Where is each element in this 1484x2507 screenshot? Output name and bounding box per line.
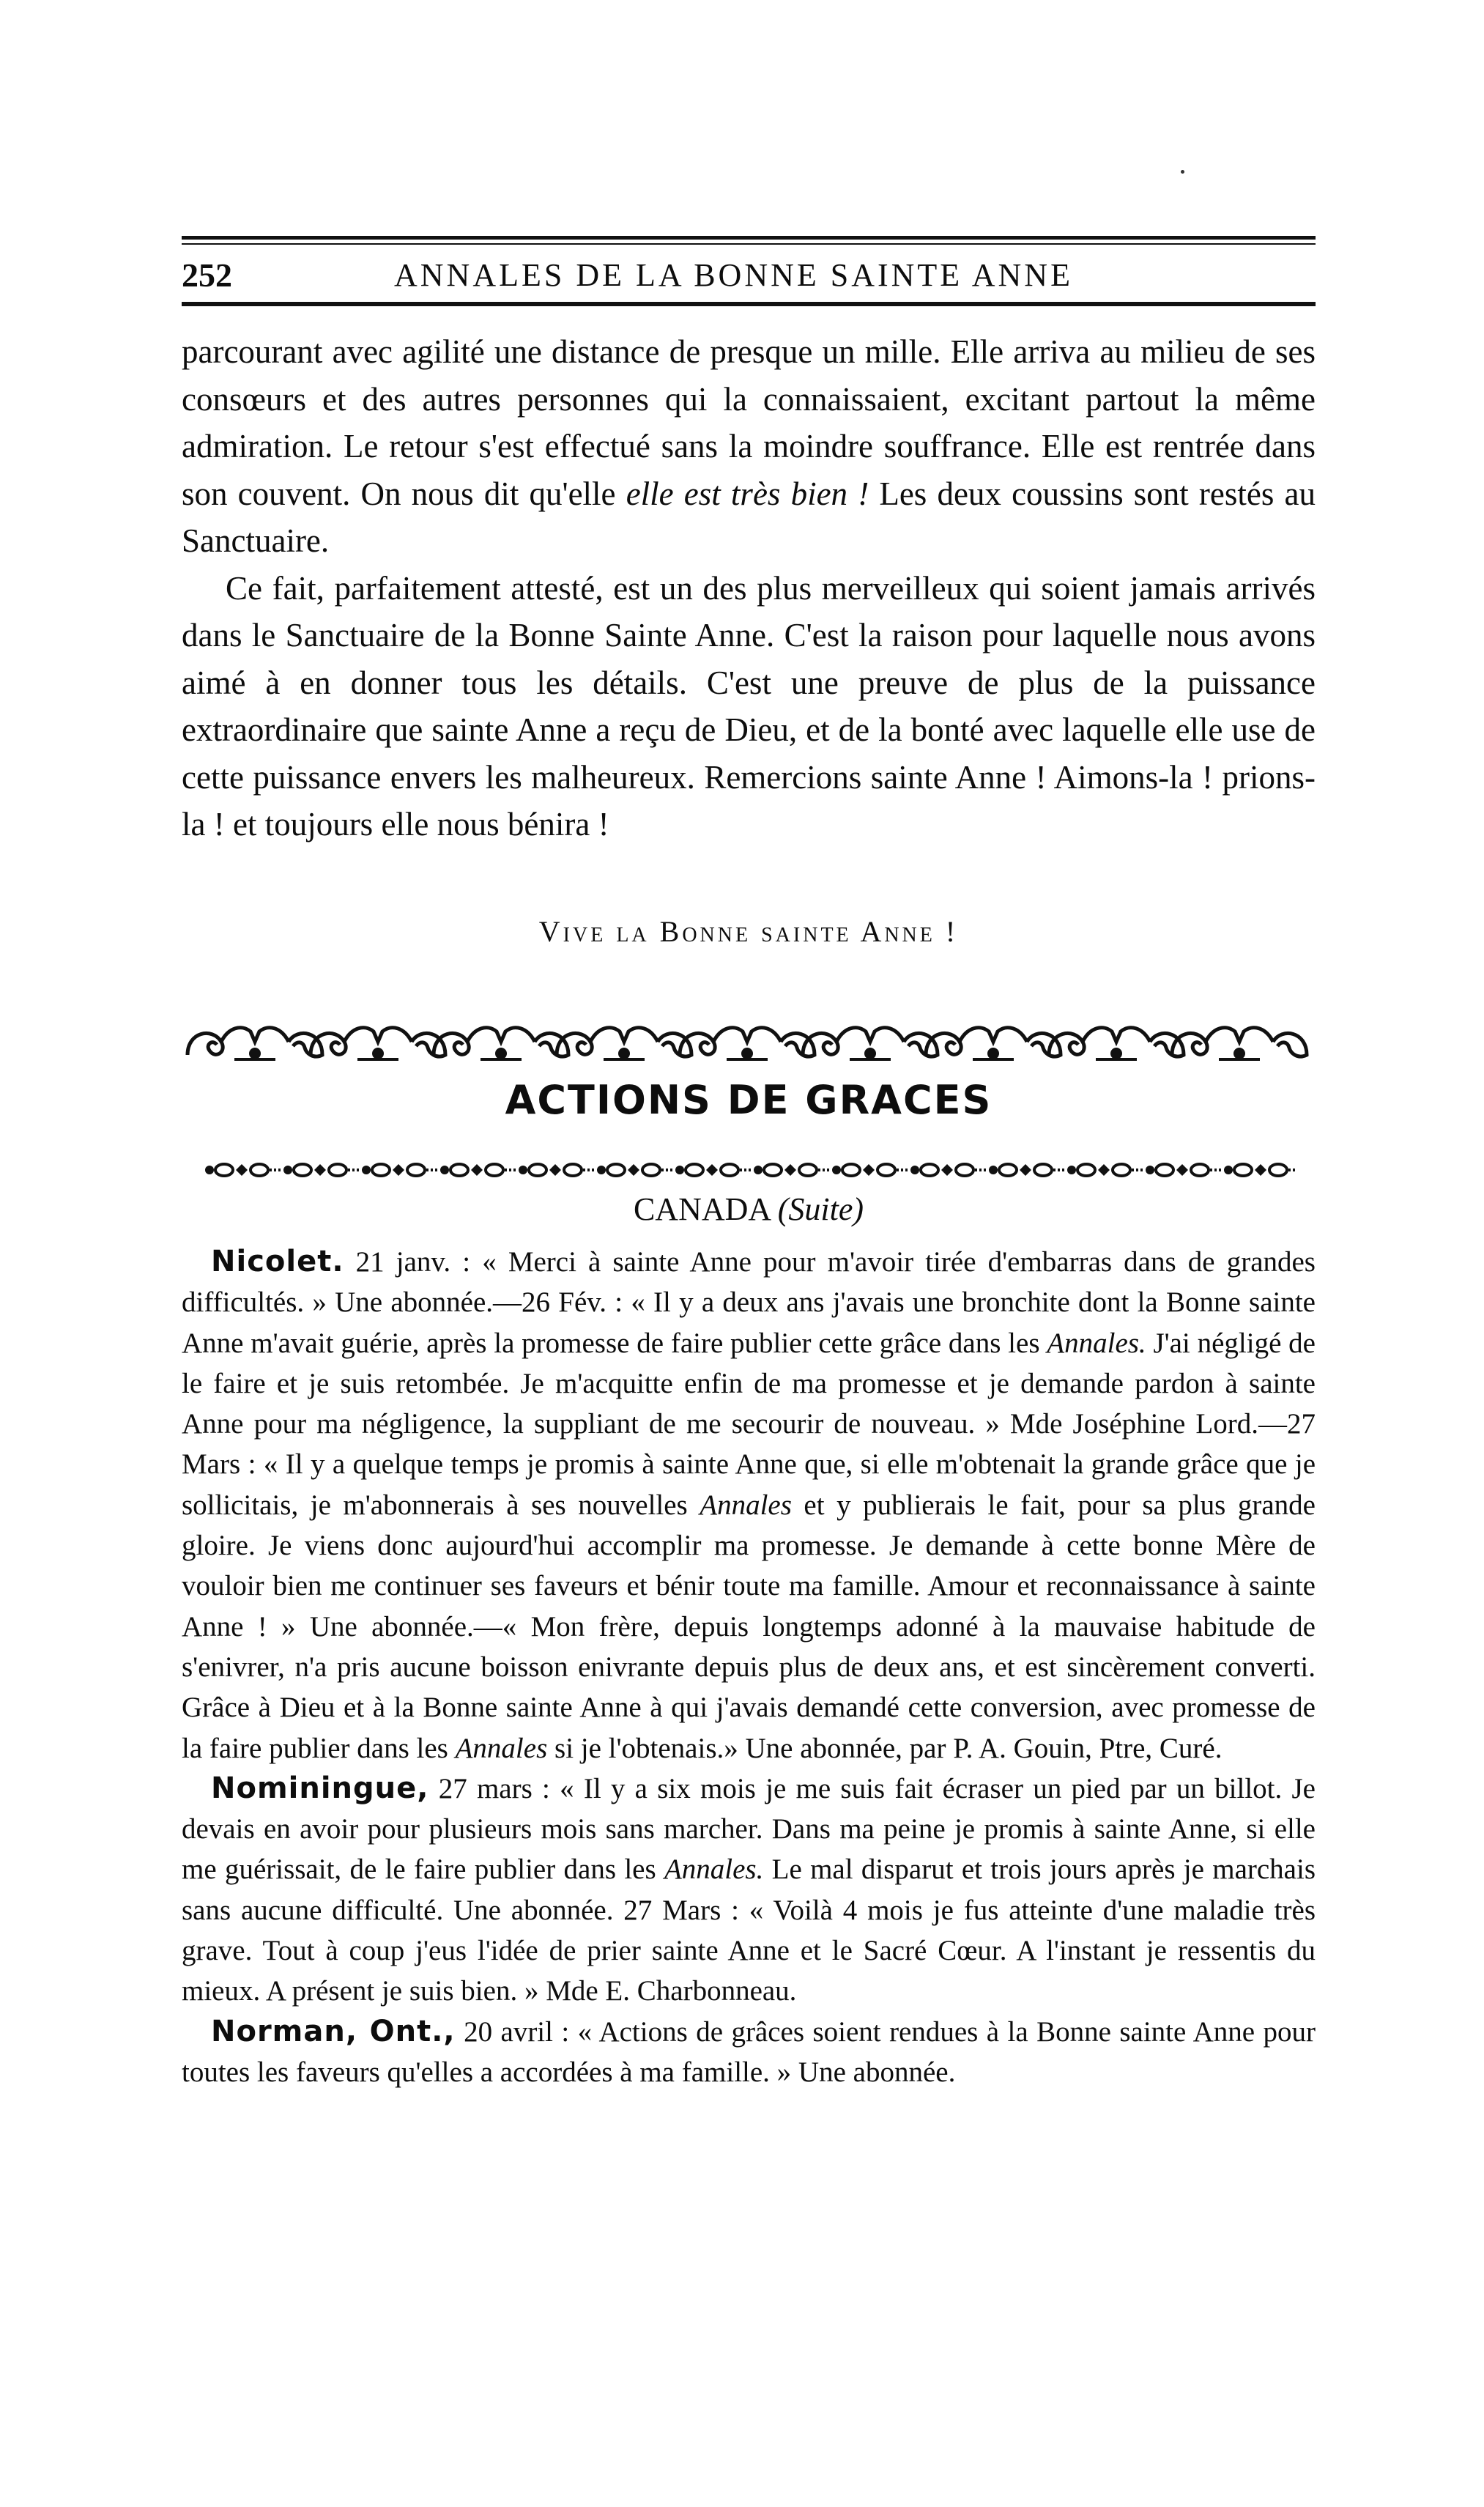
header-rule-bottom [182, 302, 1316, 306]
entry-italic: Annales [700, 1489, 792, 1521]
region-subheading [182, 1190, 1316, 1228]
decorative-scroll-band [183, 1017, 1314, 1070]
entry-nominingue [182, 1769, 1316, 2012]
entry-text: J'ai négligé de le faire et je suis retombée. Je m'acquitte enfin de ma promesse et je demande pardon à sainte Anne pour ma négligence, la suppliant de me secourir de nouveau. » Mde Joséphine Lord.—27 Mars : « Il y a quelque temps je promis à sainte Anne que, si elle m'obtenait la grande grâce que je sollicitais, je m'abonnerais à ses nouvelles [182, 1327, 1316, 1521]
entry-italic: Annales. [1047, 1327, 1146, 1359]
entry-text: 21 janv. : « Merci à sainte Anne pour m'avoir tirée d'embarras dans de grandes difficultés. » Une abonnée.—26 Fév. : « Il y a deux ans j'avais une bronchite dont la Bonne sainte Anne m'avait guérie, après la promesse de faire publier cette grâce dans les [182, 1246, 1316, 1359]
entry-text: et y publierais le fait, pour sa plus grande gloire. Je viens donc aujourd'hui accomplir ma promesse. Je demande à cette bonne Mère de vouloir bien me continuer ses faveurs et bénir toute ma famille. Amour et reconnaissance à sainte Anne ! » Une abonnée.—« Mon frère, depuis longtemps adonné à la mauvaise habitude de s'enivrer, n'a pris aucune boisson enivrante depuis plus de deux ans, et est sincèrement converti. Grâce à Dieu et à la Bonne sainte Anne à qui j'avais demandé cette conversion, avec promesse de la faire publier dans les [182, 1489, 1316, 1764]
para1-text: parcourant avec agilité une distance de presque un mille. Elle arriva au milieu de ses consœurs et des autres personnes qui la connaissaient, excitant partout la même admiration. Le retour s'est effectué sans la moindre souffrance. Elle est rentrée dans son couvent. On nous dit qu'elle [182, 333, 1316, 512]
entry-text: 20 avril : « Actions de grâces soient rendues à la Bonne sainte Anne pour toutes les faveurs qu'elles a accordées à ma famille. » Une abonnée. [182, 2015, 1316, 2088]
entry-italic: Annales [455, 1732, 548, 1764]
entry-place: Nominingue, [211, 1771, 429, 1805]
header-rule-top [182, 236, 1316, 240]
para1-italic-quote: elle est très bien ! [626, 475, 869, 512]
narrative-paragraph-2: Ce fait, parfaitement attesté, est un des plus merveilleux qui soient jamais arrivés dans le Sanctuaire de la Bonne Sainte Anne. C'est la raison pour laquelle nous avons aimé à en donner tous les détails. C'est une preuve de plus de la puissance extraordinaire que sainte Anne a reçu de Dieu, et de la bonté avec laquelle elle use de cette puissance envers les malheureux. Remercions sainte Anne ! Aimons-la ! prions-la ! et toujours elle nous bénira ! [182, 569, 1316, 843]
page-number: 252 [182, 256, 232, 294]
narrative-paragraph-1 [182, 328, 1316, 565]
page-header [182, 253, 1316, 297]
narrative-text [182, 328, 1316, 848]
subhead-continued: (Suite) [777, 1191, 864, 1227]
entry-place: Norman, Ont., [211, 2014, 456, 2048]
entry-text: Le mal disparut et trois jours après je marchais sans aucune difficulté. Une abonnée. 27 Mars : « Voilà 4 mois je fus atteinte d'une maladie très grave. Tout à coup j'eus l'idée de prier sainte Anne et le Sacré Cœur. A l'instant je ressentis du mieux. A présent je suis bien. » Mde E. Charbonneau. [182, 1854, 1316, 2007]
entry-italic: Annales. [664, 1854, 764, 1886]
thanksgiving-entries [182, 1242, 1316, 2092]
running-title: ANNALES DE LA BONNE SAINTE ANNE [394, 256, 1073, 293]
header-rule-top-thin [182, 243, 1316, 245]
entry-text: si je l'obtenais.» Une abonnée, par P. A. Gouin, Ptre, Curé. [547, 1732, 1223, 1764]
entry-place: Nicolet. [211, 1245, 344, 1278]
entry-nicolet [182, 1242, 1316, 1769]
entry-norman [182, 2012, 1316, 2093]
para1-end-text: Les deux coussins sont restés au Sanctuaire. [182, 475, 1316, 559]
closing-acclamation: Vive la Bonne sainte Anne ! [538, 915, 959, 948]
decorative-chain-rule [204, 1159, 1295, 1181]
print-speck [1181, 170, 1184, 174]
section-title: ACTIONS DE GRACES [505, 1077, 993, 1123]
subhead-country: CANADA [633, 1191, 770, 1227]
entry-text: 27 mars : « Il y a six mois je me suis fait écraser un pied par un billot. Je devais en avoir pour plusieurs mois sans marcher. Dans ma peine je promis à sainte Anne, si elle me guérissait, de le faire publier dans les [182, 1772, 1316, 1886]
